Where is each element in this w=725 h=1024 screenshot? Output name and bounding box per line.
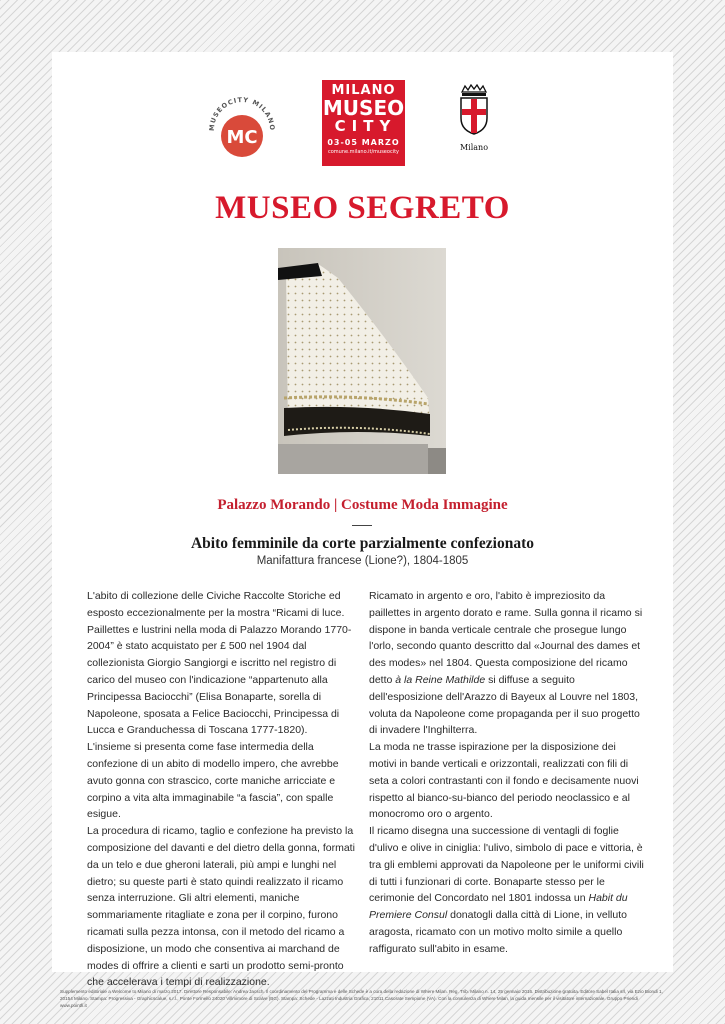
footer-credits: Supplemento editoriale a Welcome to Milano di marzo 2017. Direttore Responsabile: Andrea Jacsch. Il coordinamento del Programma e delle Schede è a cura della redazione di Where Milan. Reg. Trib. Milano n. 14, 25 gennaio 2016. Distribuzione gratuita. Editore Sabel Italia srl, via Ezio Biondi 1, 20154 Milano. Stampa: Progressiva - Graphicscalue, s.r.l., Ponte Formello 24020 Villmimore di Scalve (BG). Stampa: Schede - Lazzati Industria Grafica, 21011 Casorate Sempione (VA). Con la consulenza di Where Milan, la guida mensile per il visitatore internazionale. Gruppo Priendi www.pointfi.it (60, 989, 663, 1008)
mm-line-milano: MILANO (331, 83, 396, 98)
venue-heading: Palazzo Morando | Costume Moda Immagine (217, 497, 508, 513)
italic-run: Habit du Premiere Consul (369, 892, 628, 922)
body-paragraph: L'abito di collezione delle Civiche Raccolte Storiche ed esposto eccezionalmente per la mostra “Ricami di luce. Paillettes e lustrini nella moda di Palazzo Morando 1770-2004” è stato acquistato per £ 500 nel 1904 dal collezionista Giorgio Sangiorgi e iscritto nel registro di carico del museo con l'indicazione “appartenuto alla Principessa Baciocchi” (Elisa Bonaparte, sorella di Napoleone, sposata a Felice Baciocchi, Principessa di Lucca e Granduchessa di Toscana 1777-1820). (87, 590, 352, 737)
object-subtitle: Manifattura francese (Lione?), 1804-1805 (256, 555, 469, 567)
mm-line-city: CITY (334, 117, 397, 135)
object-title: Abito femminile da corte parzialmente confezionato (190, 535, 535, 552)
mm-dates: 03-05 MARZO (327, 138, 400, 147)
body-column-right (369, 588, 645, 958)
museocity-arc-text: MUSEOCITY MILANO (207, 95, 277, 132)
museocity-icon (202, 86, 282, 166)
milano-label: Milano (459, 143, 489, 152)
main-title: MUSEO SEGRETO (215, 190, 510, 226)
body-paragraph: La moda ne trasse ispirazione per la disposizione dei motivi in bande verticali e orizzontali, realizzati con fili di seta a colori contrastanti con il fondo e decisamente nuovi rispetto al bianco-su-bianco del periodo neoclassico e al monocromo oro o argento. (369, 741, 639, 821)
text-run: Ricamato in argento e oro, l'abito è impreziosito da paillettes in argento dorato e rame. Sulla gonna il ricamo si dispone in banda verticale centrale che prosegue lungo l'orlo, secondo quanto descritto dal «Journal des dames et des modes» nel 1804. Questa composizione del ricamo detto (369, 590, 643, 686)
logo-row (52, 80, 673, 170)
museocity-logo (202, 86, 282, 166)
mm-line-museo: MUSEO (322, 96, 405, 120)
heading-divider (352, 525, 372, 526)
body-column-left (87, 588, 363, 991)
dress-photo (278, 248, 446, 474)
mm-url: comune.milano.it/museocity (328, 149, 399, 155)
body-paragraph (369, 823, 645, 957)
text-run: si diffuse a seguito dell'esposizione dell'Arazzo di Bayeux al Louvre nel 1803, voluta da Napoleone come propaganda per il suo progetto di invadere l'Inghilterra. (369, 673, 640, 737)
text-run: Il ricamo disegna una successione di ventagli di foglie d'ulivo e olive in ciniglia: l'ulivo, simbolo di pace e vittoria, è tra gli emblemi approvati da Napoleone per le uniformi civili di tutti i funzionari di corte. Bonaparte stesso per le cerimonie del Concordato nel 1801 indossa un (369, 825, 644, 905)
museocity-mark: MC (226, 127, 258, 148)
milano-museo-city-logo (322, 80, 405, 166)
text-run: donatogli dalla città di Lione, in velluto aragosta, ricamato con un motivo molto simile a quello raffigurato sull'abito in esame. (369, 909, 627, 955)
italic-run: à la Reine Mathilde (395, 673, 486, 686)
body-paragraph: L'insieme si presenta come fase intermedia della confezione di un abito di modello impero, che avrebbe avuto gonna con strascico, corte maniche arricciate e corpino a vita alta immaginabile “a fascia”, con spalle esigue. (87, 741, 339, 821)
embroidered-dress-train-photo (278, 248, 446, 474)
milano-logo (456, 84, 492, 154)
body-paragraph: La procedura di ricamo, taglio e confezione ha previsto la composizione del davanti e del dietro della gonna, formati da un telo e due gheroni laterali, più ampi e lunghi nel dietro; su queste parti è stato quindi realizzato il ricamo senza interruzione. Gli altri elementi, maniche sommariamente ritagliate e zona per il corpino, furono ricamati sulla pezza intonsa, con il metodo del ricamo a disposizione, un modo che consentiva ai marchand de modes di offrire a clienti e sarti un prodotto semi-pronto che accelerava i tempi di realizzazione. (87, 825, 355, 989)
body-paragraph (369, 588, 645, 739)
poster-panel (52, 52, 673, 989)
milano-coat-of-arms-icon (457, 84, 491, 136)
